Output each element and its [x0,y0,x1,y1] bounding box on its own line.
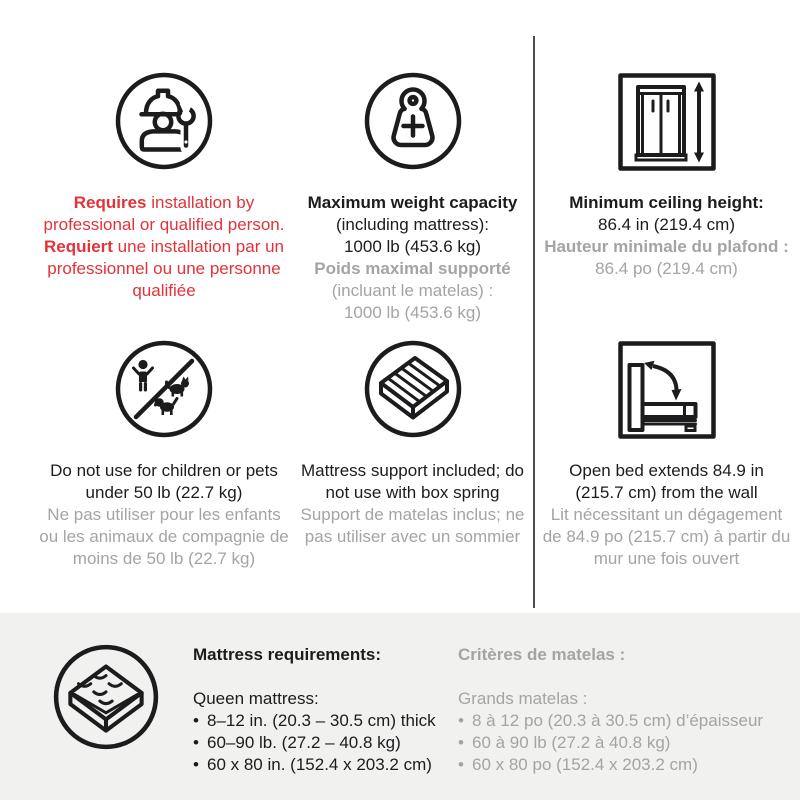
text-line: Minimum ceiling height: [569,193,764,212]
text-line: Requiert une installation par un [43,237,284,256]
mattress-requirements-title-fr: Critères de matelas : [458,645,626,664]
open-bed-note [543,460,791,570]
spec-row-1 [0,70,800,324]
text-line: mur une fois ouvert [593,549,740,568]
mattress-requirements-panel [0,613,800,800]
text-line: 86.4 in (219.4 cm) [597,215,735,234]
weight-capacity-icon [362,70,464,173]
grands-matelas-label: Grands matelas : [458,689,588,708]
spec-row-2 [0,338,800,570]
section-installation [0,70,300,324]
section-no-children-pets [0,338,300,570]
section-ceiling-height [533,70,800,324]
text-line: (incluant le matelas) : [331,281,494,300]
list-item: • 8–12 in. (20.3 – 30.5 cm) thick [193,711,436,730]
text-line: Support de matelas inclus; ne [300,505,525,524]
installer-icon [113,70,215,173]
text-line: Mattress support included; do [300,461,524,480]
installation-note [44,192,285,302]
section-mattress-support [300,338,533,570]
list-item: • 60–90 lb. (27.2 – 40.8 kg) [193,733,401,752]
mattress-requirements-en [193,644,436,776]
bullet-icon: • [458,733,464,752]
text-line: Open bed extends 84.9 in [569,461,764,480]
text-line: Requires installation by [73,193,255,212]
open-bed-icon [615,338,719,441]
ceiling-height-icon [615,70,719,173]
ceiling-height-note [544,192,789,280]
no-children-pets-icon [113,338,215,441]
mattress-support-icon [362,338,464,441]
text-line: Do not use for children or pets [50,461,278,480]
text-line: professional or qualified person. [43,215,285,234]
mattress-requirements-fr [458,644,763,776]
text-line: under 50 lb (22.7 kg) [85,483,243,502]
text-line: (215.7 cm) from the wall [575,483,758,502]
text-line: qualifiée [132,281,196,300]
text-line: 86.4 po (219.4 cm) [595,259,738,278]
text-line: Poids maximal supporté [314,259,511,278]
text-line: 1000 lb (453.6 kg) [343,237,482,256]
list-item: • 60 x 80 in. (152.4 x 203.2 cm) [193,755,432,774]
bullet-icon: • [458,755,464,774]
bullet-icon: • [193,755,199,774]
text-line: de 84.9 po (215.7 cm) à partir du [542,527,791,546]
text-line: not use with box spring [325,483,500,502]
list-item: • 8 à 12 po (20.3 à 30.5 cm) d’épaisseur [458,711,764,730]
text-line: ou les animaux de compagnie de [39,527,289,546]
text-line: pas utiliser avec un sommier [304,527,521,546]
text-line: Lit nécessitant un dégagement [550,505,783,524]
section-open-bed [533,338,800,570]
weight-capacity-note [308,192,518,324]
mattress-icon [50,641,162,753]
text-line: Maximum weight capacity [307,193,518,212]
list-item: • 60 à 90 lb (27.2 à 40.8 kg) [458,733,671,752]
text-line: (including mattress): [335,215,490,234]
bullet-icon: • [193,711,199,730]
text-line: professionnel ou une personne [47,259,281,278]
queen-mattress-label: Queen mattress: [193,689,319,708]
mattress-support-note [301,460,525,548]
no-children-pets-note [39,460,289,570]
list-item: • 60 x 80 po (152.4 x 203.2 cm) [458,755,698,774]
text-line: Ne pas utiliser pour les enfants [47,505,281,524]
bullet-icon: • [458,711,464,730]
section-weight-capacity [300,70,533,324]
text-line: Hauteur minimale du plafond : [544,237,789,256]
mattress-requirements-title: Mattress requirements: [193,645,382,664]
bullet-icon: • [193,733,199,752]
text-line: moins de 50 lb (22.7 kg) [72,549,256,568]
text-line: 1000 lb (453.6 kg) [343,303,482,322]
